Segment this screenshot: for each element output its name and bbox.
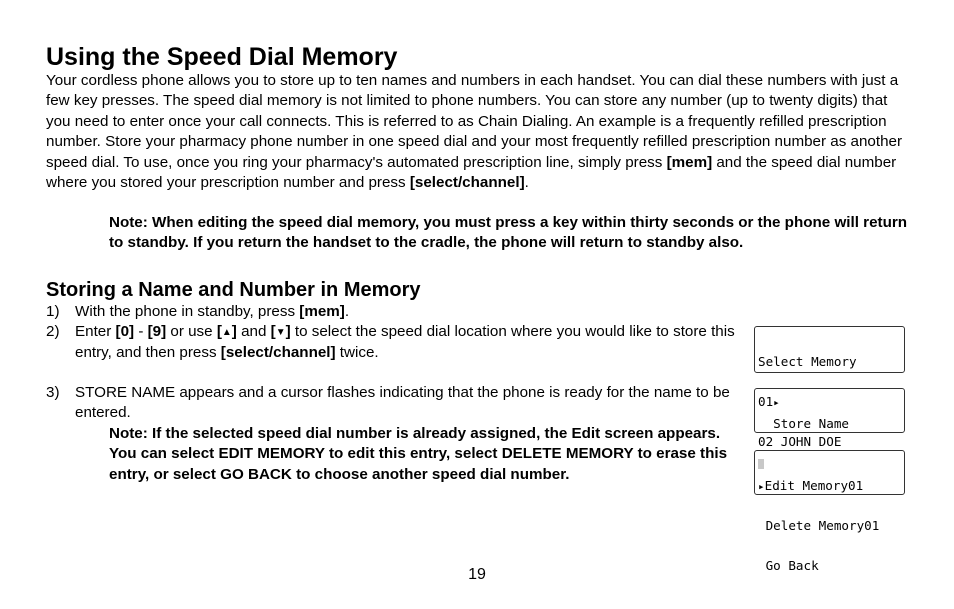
lcd-select-memory-screen: Select Memory 01▸ 02 JOHN DOE [754, 326, 905, 373]
section-heading: Storing a Name and Number in Memory [46, 279, 421, 301]
page-number: 19 [468, 566, 486, 583]
page-title: Using the Speed Dial Memory [46, 43, 398, 71]
editing-note: Note: When editing the speed dial memory, you must press a key within thirty seconds or the phone will return to standby. If you return the handset to the cradle, the phone will return to standby also. [109, 214, 908, 252]
step-2: 2) Enter [0] - [9] or use [▲] and [▼] to select the speed dial location where you would like to store this entry, and then press [select/channel] twice. [46, 323, 735, 362]
down-arrow-icon: ▼ [275, 327, 286, 338]
step-3: 3) STORE NAME appears and a cursor flashes indicating that the phone is ready for the name to be entered. [46, 384, 730, 422]
step-number: 1) [46, 303, 60, 320]
intro-paragraph: Your cordless phone allows you to store up to ten names and numbers in each handset. You can dial these numbers with just a few key presses. The speed dial memory is not limited to phone numbers. You can store any number (up to twenty digits) that you need to enter once your call connects. This is referred to as Chain Dialing. An example is a frequently refilled prescription number. Store your pharmacy phone number in one speed dial and your most frequently refilled prescription number as another speed dial. To use, once you ring your pharmacy's automated prescription line, simply press [mem] and the speed dial number where you stored your prescription number and press [select/channel]. [46, 72, 903, 192]
lcd-store-name-screen: Store Name [754, 388, 905, 433]
select-channel-key-label: [select/channel] [409, 174, 525, 192]
step-1: 1) With the phone in standby, press [mem]. [46, 302, 736, 322]
assigned-entry-note: Note: If the selected speed dial number is already assigned, the Edit screen appears. You can select EDIT MEMORY to edit this entry, select DELETE MEMORY to erase this entry, or select GO BACK to choose another speed dial number. [109, 425, 728, 483]
step-number: 3) [46, 384, 60, 401]
selection-arrow-icon: ▸ [758, 480, 765, 494]
lcd-edit-menu-screen: ▸Edit Memory01 Delete Memory01 Go Back [754, 450, 905, 495]
up-arrow-icon: ▲ [221, 327, 232, 338]
mem-key-label: [mem] [666, 153, 713, 171]
step-number: 2) [46, 323, 60, 340]
cursor-arrow-icon: ▸ [773, 396, 780, 409]
